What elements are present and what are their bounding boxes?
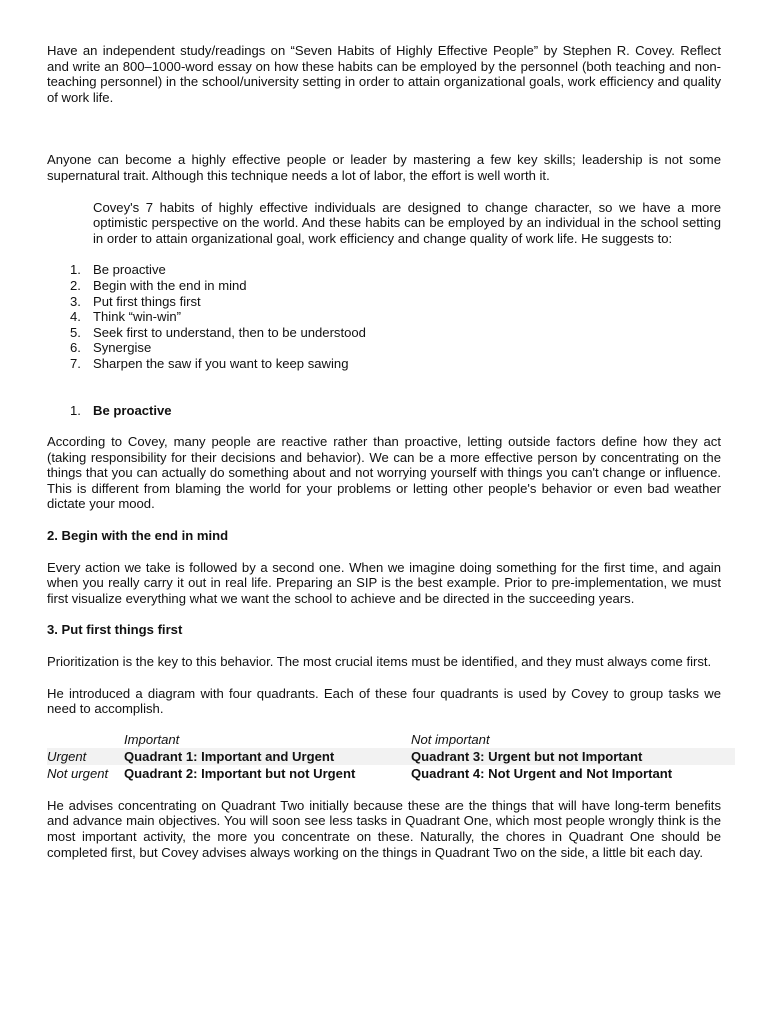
list-number: 3. <box>70 293 81 309</box>
leadership-paragraph: Anyone can become a highly effective people or leader by mastering a few key skills; leadership is not some supernatural trait. Although this technique needs a lot of labor, the effort is well worth it. <box>47 152 721 183</box>
section-number: 1. <box>70 402 81 418</box>
section3-heading: 3. Put first things first <box>47 622 183 638</box>
list-number: 4. <box>70 309 81 325</box>
section-title: Be proactive <box>93 402 172 418</box>
row-header-urgent: Urgent <box>47 748 124 765</box>
habits-list <box>47 262 721 371</box>
section3-body-1: Prioritization is the key to this behavior. The most crucial items must be identified, and they must always come first. <box>47 654 712 670</box>
section2-heading: 2. Begin with the end in mind <box>47 528 229 544</box>
list-item <box>47 325 721 341</box>
list-item <box>47 262 721 278</box>
list-item <box>47 340 721 356</box>
intro-paragraph: Have an independent study/readings on “Seven Habits of Highly Effective People” by Stephen R. Covey. Reflect and write an 800–1000-word essay on how these habits can be employed by the personnel (both teaching and non-teaching personnel) in the school/university setting in order to attain organizational goals, work efficiency and quality of work life. <box>47 43 721 105</box>
list-item-text: Sharpen the saw if you want to keep sawing <box>93 355 349 371</box>
list-item-text: Be proactive <box>93 262 166 278</box>
section1-heading-list <box>47 403 721 419</box>
row-header-not-urgent: Not urgent <box>47 765 109 781</box>
table-row <box>47 765 735 782</box>
list-item-text: Synergise <box>93 340 152 356</box>
section3-body-3: He advises concentrating on Quadrant Two initially because these are the things that will have long-term benefits and advance main objectives. You will soon see less tasks in Quadrant One, which most people wrongly think is the most important activity, the more you concentrate on these. Naturally, the chores in Quadrant One should be completed first, but Covey advises always working on the things in Quadrant Two on the side, a little bit each day. <box>47 797 721 860</box>
list-number: 7. <box>70 355 81 371</box>
document-page <box>47 43 721 860</box>
list-number: 2. <box>70 277 81 293</box>
list-item-text: Think “win-win” <box>93 309 182 325</box>
quadrant-4-cell: Quadrant 4: Not Urgent and Not Important <box>411 765 673 781</box>
list-item-text: Seek first to understand, then to be understood <box>93 324 366 340</box>
section2-body: Every action we take is followed by a second one. When we imagine doing something for the first time, and again when you really carry it out in real life. Preparing an SIP is the best example. Prior to pre-implementation, we must first visualize everything what we want the school to achieve and be directed in the succeeding years. <box>47 559 721 606</box>
section3-body-2: He introduced a diagram with four quadrants. Each of these four quadrants is used by Covey to group tasks we need to accomplish. <box>47 685 721 717</box>
list-number: 6. <box>70 340 81 356</box>
column-header-not-important: Not important <box>411 731 490 747</box>
list-number: 1. <box>70 262 81 278</box>
column-header-important: Important <box>124 731 180 747</box>
covey-habits-paragraph: Covey's 7 habits of highly effective individuals are designed to change character, so we have a more optimistic perspective on the world. And these habits can be employed by an individual in the school setting in order to attain organizational goal, work efficiency and change quality of work life. He suggests to: <box>93 199 721 246</box>
quadrant-table <box>47 731 735 782</box>
list-item <box>47 356 721 372</box>
table-cell <box>47 731 124 748</box>
list-item <box>47 309 721 325</box>
list-item <box>47 294 721 310</box>
table-row <box>47 748 735 765</box>
quadrant-3-cell: Quadrant 3: Urgent but not Important <box>411 748 735 765</box>
section1-body: According to Covey, many people are reactive rather than proactive, letting outside factors define how they act (taking responsibility for their decisions and behavior). We can be a more effective person by concentrating on the things that you can actually do something about and not worrying yourself with things you can't change or influence. This is different from blaming the world for your problems or letting other people's behavior or even bad weather dictate your mood. <box>47 434 721 512</box>
quadrant-1-cell: Quadrant 1: Important and Urgent <box>124 748 411 765</box>
list-item-text: Put first things first <box>93 293 201 309</box>
list-number: 5. <box>70 324 81 340</box>
section-heading <box>47 403 721 419</box>
list-item-text: Begin with the end in mind <box>93 277 247 293</box>
table-row <box>47 731 735 748</box>
quadrant-2-cell: Quadrant 2: Important but not Urgent <box>124 765 356 781</box>
list-item <box>47 278 721 294</box>
